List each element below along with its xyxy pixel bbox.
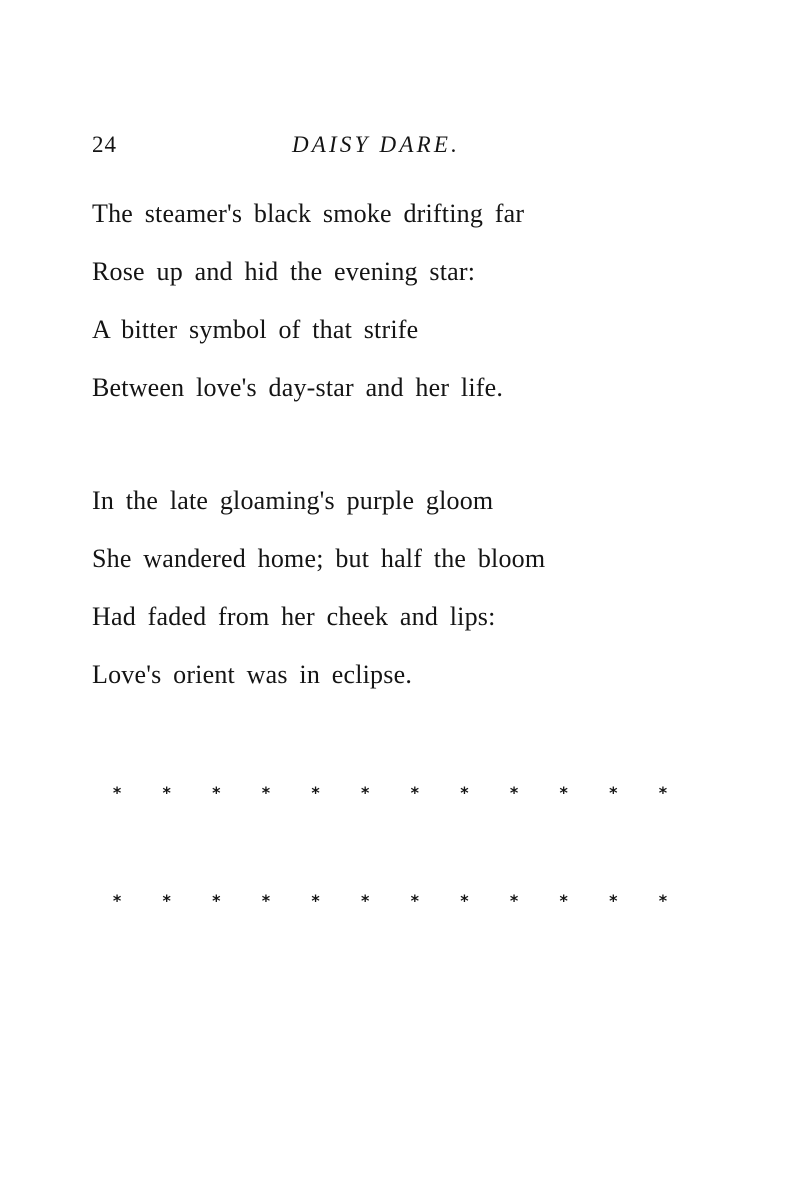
asterism-row-2 — [108, 893, 672, 909]
asterisk-ornament: * — [162, 783, 171, 802]
asterisk-ornament: * — [360, 891, 370, 910]
verse-line: A bitter symbol of that strife — [92, 315, 419, 344]
running-title: DAISY DARE. — [292, 132, 461, 157]
asterisk-ornament: * — [410, 783, 419, 802]
asterisk-ornament: * — [360, 783, 370, 802]
verse-line: Love's orient was in eclipse. — [92, 660, 413, 689]
asterisk-ornament: * — [261, 783, 271, 802]
asterisk-ornament: * — [609, 891, 618, 910]
verse-line: Between love's day-star and her life. — [92, 373, 504, 402]
asterisk-ornament: * — [609, 783, 618, 802]
asterisk-ornament: * — [509, 891, 519, 910]
asterisk-ornament: * — [658, 783, 668, 802]
asterisk-ornament: * — [658, 891, 668, 910]
asterisk-ornament: * — [509, 783, 519, 802]
asterisk-ornament: * — [162, 891, 171, 910]
verse-line: She wandered home; but half the bloom — [92, 544, 546, 573]
stanza-2 — [92, 483, 545, 715]
asterisk-ornament: * — [311, 891, 320, 910]
asterism-row-1 — [108, 785, 672, 801]
verse-line: Had faded from her cheek and lips: — [92, 602, 496, 631]
asterisk-ornament: * — [112, 783, 122, 802]
verse-line: Rose up and hid the evening star: — [92, 257, 476, 286]
asterisk-ornament: * — [212, 891, 221, 910]
page-number: 24 — [92, 132, 117, 157]
asterisk-ornament: * — [559, 783, 568, 802]
asterisk-ornament: * — [112, 891, 122, 910]
asterisk-ornament: * — [212, 783, 221, 802]
asterisk-ornament: * — [559, 891, 568, 910]
asterisk-ornament: * — [261, 891, 271, 910]
asterisk-ornament: * — [460, 891, 469, 910]
stanza-1 — [92, 196, 524, 428]
verse-line: The steamer's black smoke drifting far — [92, 199, 525, 228]
asterisk-ornament: * — [311, 783, 320, 802]
asterisk-ornament: * — [410, 891, 419, 910]
verse-line: In the late gloaming's purple gloom — [92, 486, 494, 515]
asterisk-ornament: * — [460, 783, 469, 802]
